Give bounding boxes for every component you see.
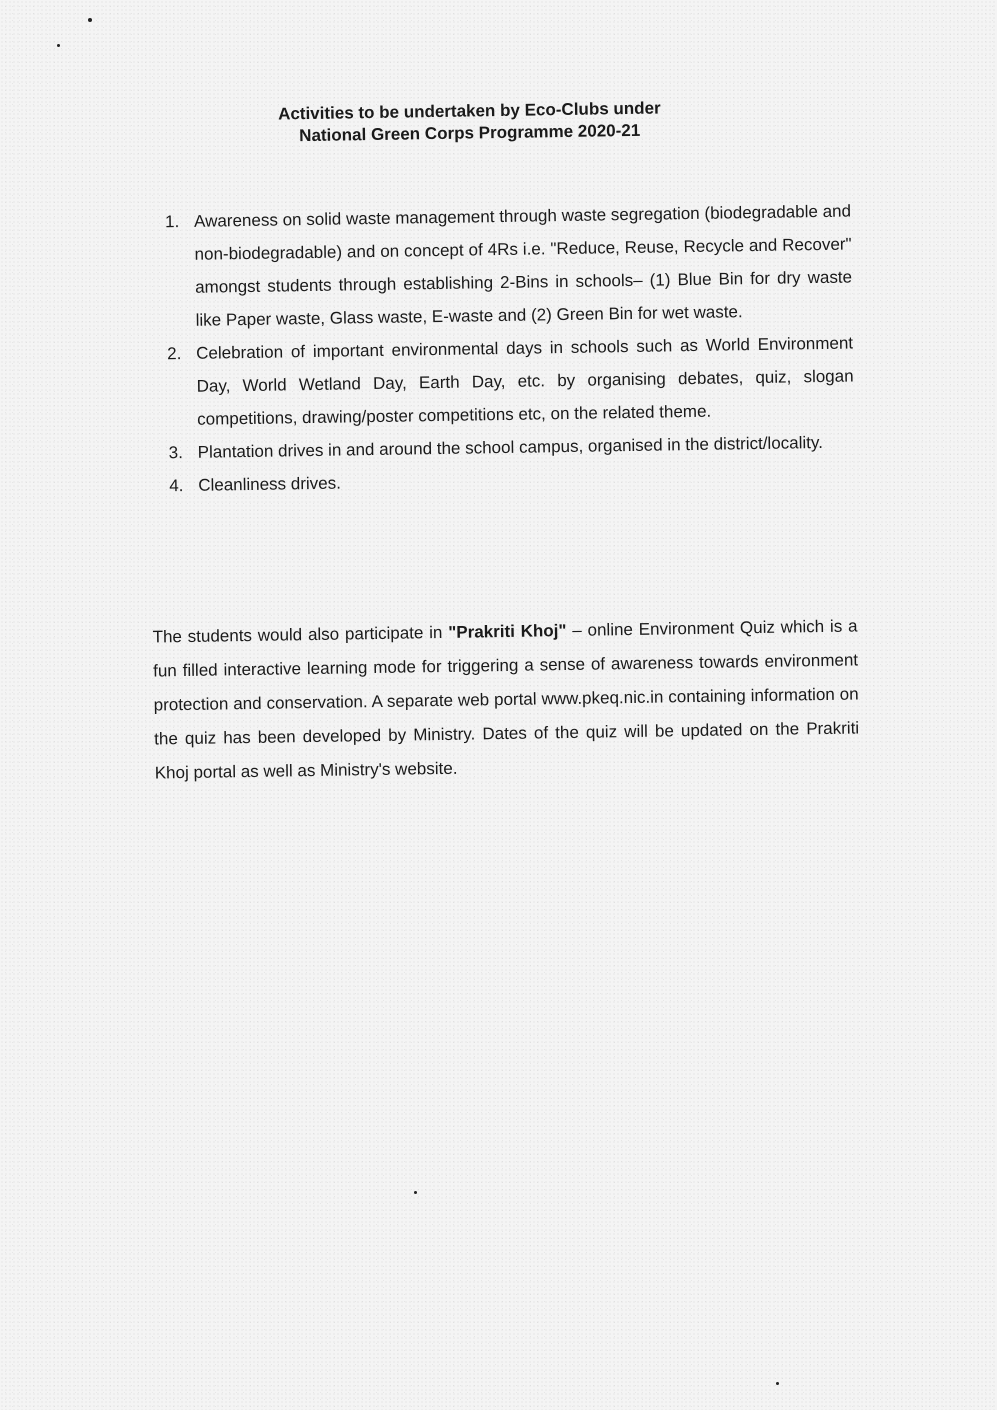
paragraph-intro: The students would also participate in	[152, 622, 449, 647]
activity-number: 4.	[169, 476, 184, 496]
activity-number: 1.	[164, 212, 180, 232]
activity-item-1	[161, 194, 853, 337]
activity-number: 2.	[167, 344, 182, 364]
activity-text: Cleanliness drives.	[198, 473, 342, 495]
activity-item-2	[163, 326, 854, 436]
title-line-1: Activities to be undertaken by Eco-Clubs under	[277, 98, 661, 124]
paragraph-body: – online Environment Quiz which is a fun filled interactive learning mode for triggering a sense of awareness towards environment protection and conservation. A separate web portal www.pkeq.nic.in containing information on the quiz has been developed by Ministry. Dates of the quiz will be updated on the Prakriti Khoj portal as well as Ministry's website.	[152, 616, 860, 783]
activity-number: 3.	[168, 443, 184, 463]
title-line-2: National Green Corps Programme 2020-21	[299, 120, 641, 146]
activity-text: Celebration of important environmental days in schools such as World Environment Day, World Wetland Day, Earth Day, etc. by organising debates, quiz, slogan competitions, drawing/poster competitions etc, on the related theme.	[196, 333, 854, 429]
document-title	[239, 97, 700, 148]
activity-text: Plantation drives in and around the school campus, organised in the district/locality.	[197, 432, 824, 462]
prakriti-khoj-paragraph	[152, 609, 860, 790]
activity-list	[161, 194, 856, 502]
prakriti-khoj-highlight: "Prakriti Khoj"	[448, 621, 567, 642]
activity-text: Awareness on solid waste management through waste segregation (biodegradable and non-biodegradable) and on concept of 4Rs i.e. "Reduce, Reuse, Recycle and Recover" amongst students through establishing 2-Bins in schools– (1) Blue Bin for dry waste like Paper waste, Glass waste, E-waste and (2) Green Bin for wet waste.	[193, 201, 853, 330]
